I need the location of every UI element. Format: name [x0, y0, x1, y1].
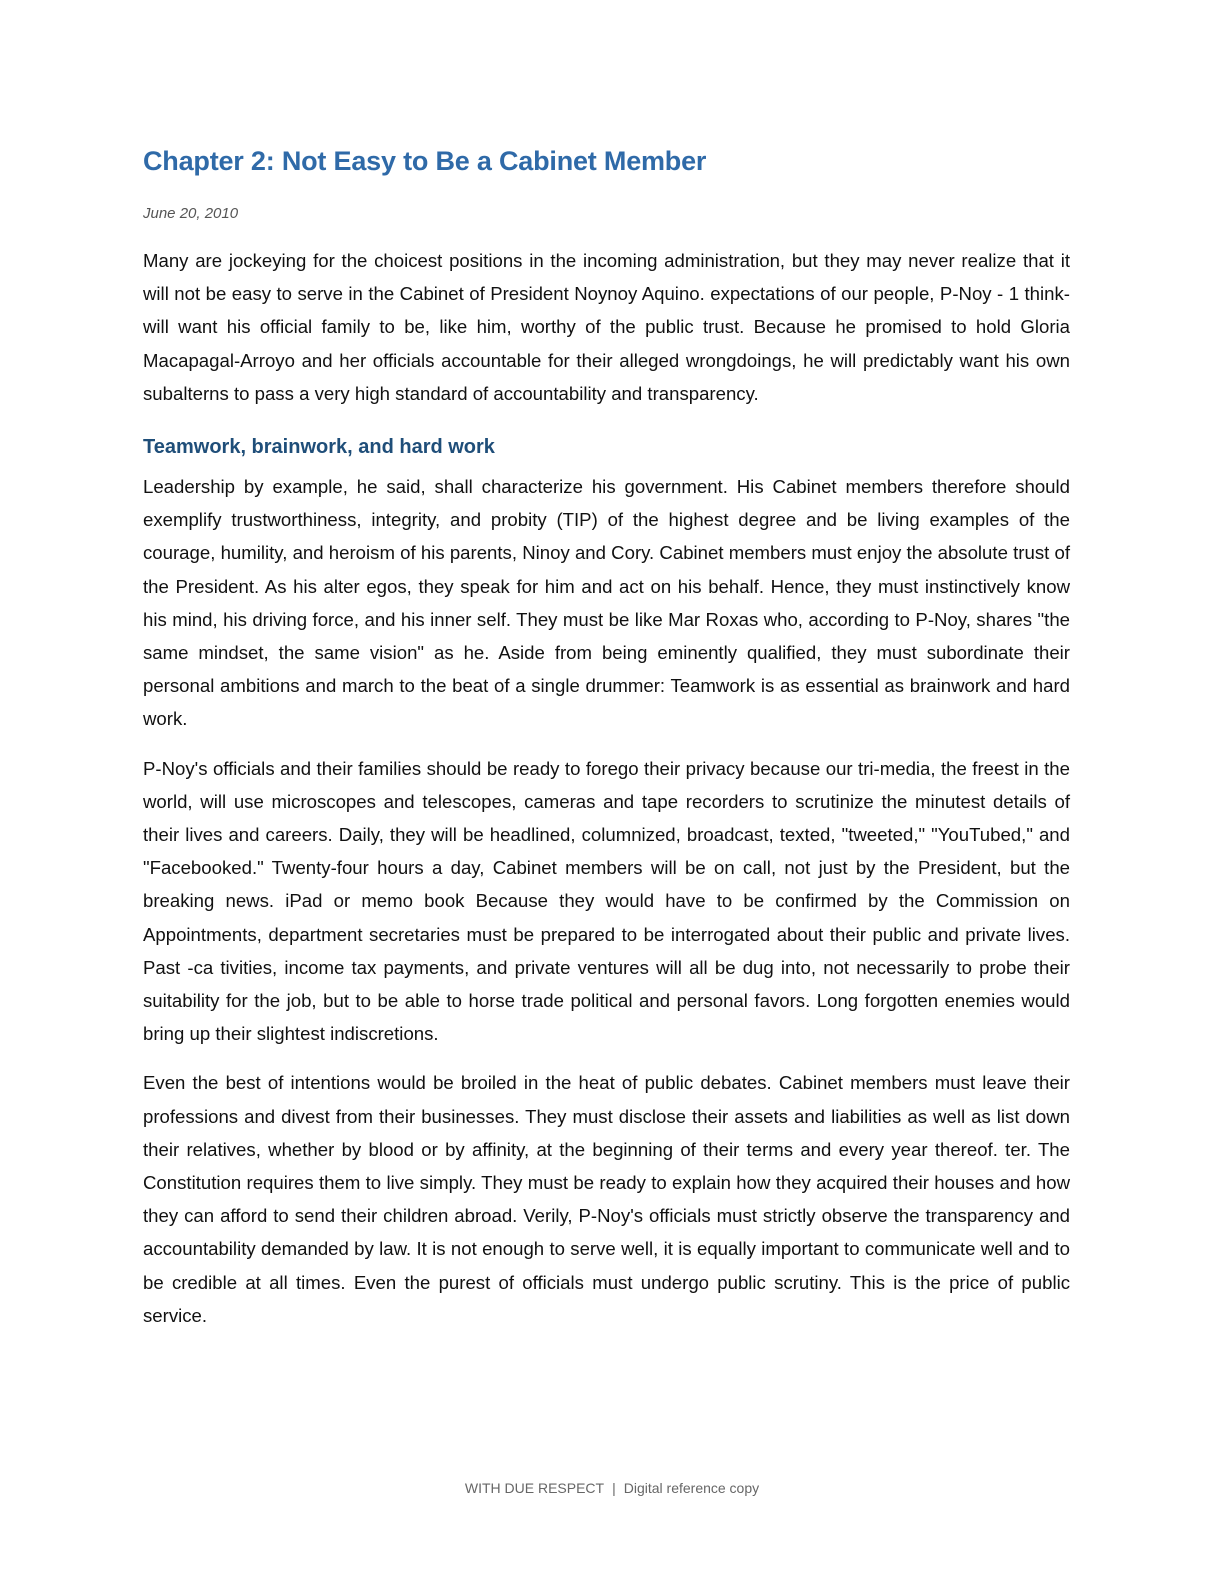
chapter-date: June 20, 2010 — [143, 205, 239, 222]
document-page — [143, 140, 1070, 1348]
section-heading: Teamwork, brainwork, and hard work — [143, 436, 495, 459]
intro-paragraph: Many are jockeying for the choicest positions in the incoming administration, but they may never realize that it will not be easy to serve in the Cabinet of President Noynoy Aquino. expectations of our people, P-Noy - 1 think-will want his official family to be, like him, worthy of the public trust. Because he promised to hold Gloria Macapagal-Arroyo and her officials accountable for their alleged wrongdoings, he will predictably want his own subalterns to pass a very high standard of accountability and transparency. — [143, 250, 1070, 404]
footer-note: Digital reference copy — [623, 1480, 760, 1496]
page-footer — [0, 1478, 1224, 1498]
body-paragraph-2: P-Noy's officials and their families should be ready to forego their privacy because our tri-media, the freest in the world, will use microscopes and telescopes, cameras and tape recorders to scrutinize the minutest details of their lives and careers. Daily, they will be headlined, columnized, broadcast, texted, "tweeted," "YouTubed," and "Facebooked." Twenty-four hours a day, Cabinet members will be on call, not just by the President, but the breaking news. iPad or memo book Because they would have to be confirmed by the Commission on Appointments, department secretaries must be prepared to be interrogated about their public and private lives. Past -ca tivities, income tax payments, and private ventures will all be dug into, not necessarily to probe their suitability for the job, but to be able to horse trade political and personal favors. Long forgotten enemies would bring up their slightest indiscretions. — [143, 757, 1070, 1045]
chapter-title: Chapter 2: Not Easy to Be a Cabinet Member — [143, 146, 707, 176]
body-paragraph-3: Even the best of intentions would be broiled in the heat of public debates. Cabinet members must leave their professions and divest from their businesses. They must disclose their assets and liabilities as well as list down their relatives, whether by blood or by affinity, at the beginning of their terms and every year thereof. ter. The Constitution requires them to live simply. They must be ready to explain how they acquired their houses and how they can afford to send their children abroad. Verily, P-Noy's officials must strictly observe the transparency and accountability demanded by law. It is not enough to serve well, it is equally important to communicate well and to be credible at all times. Even the purest of officials must undergo public scrutiny. This is the price of public service. — [143, 1072, 1070, 1326]
footer-separator: | — [612, 1480, 616, 1496]
footer-book-title: WITH DUE RESPECT — [464, 1480, 605, 1496]
body-paragraph-1: Leadership by example, he said, shall characterize his government. His Cabinet members therefore should exemplify trustworthiness, integrity, and probity (TIP) of the highest degree and be living examples of the courage, humility, and heroism of his parents, Ninoy and Cory. Cabinet members must enjoy the absolute trust of the President. As his alter egos, they speak for him and act on his behalf. Hence, they must instinctively know his mind, his driving force, and his inner self. They must be like Mar Roxas who, according to P-Noy, shares "the same mindset, the same vision" as he. Aside from being eminently qualified, they must subordinate their personal ambitions and march to the beat of a single drummer: Teamwork is as essential as brainwork and hard work. — [143, 476, 1070, 730]
